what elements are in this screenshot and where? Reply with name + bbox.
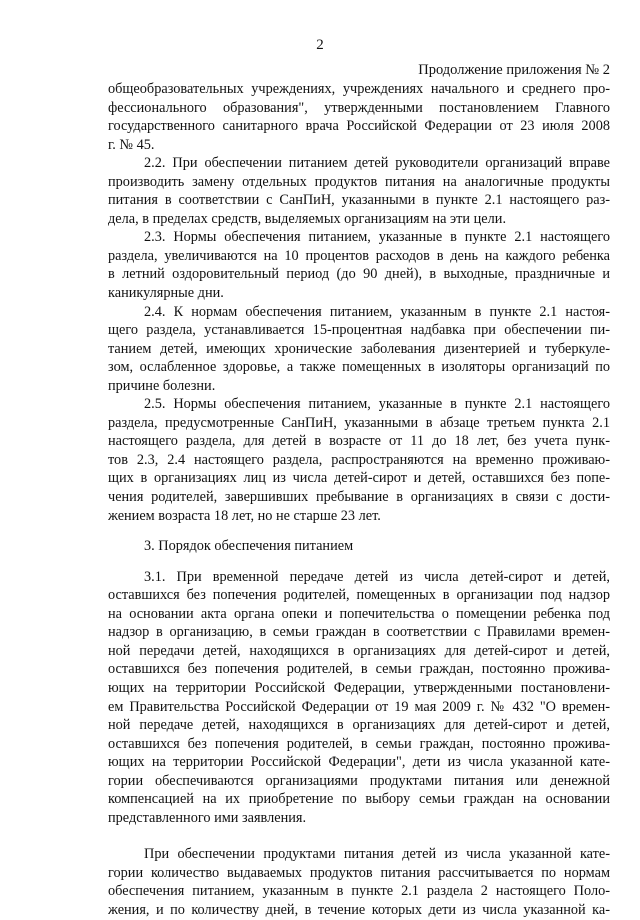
text-line: оставшихся без попечения родителей, помещенных в организации под надзор [108, 587, 610, 604]
text-line: ной передаче детей, находящихся в организациях для детей-сирот и детей, [108, 717, 610, 734]
text-line: щего раздела, устанавливается 15-процентная надбавка при обеспечении пи- [108, 322, 610, 339]
text-line: настоящего раздела, для детей в возрасте от 11 до 18 лет, без учета пунк- [108, 433, 610, 450]
text-line: ющих на территории Российской Федерации, утвержденными постановлени- [108, 679, 610, 696]
text-line: представленного ими заявления. [108, 809, 307, 826]
text-line: г. № 45. [108, 136, 155, 153]
text-line: жением возраста 18 лет, но не старше 23 лет. [108, 507, 381, 524]
text-line: причине болезни. [108, 377, 216, 394]
paragraph-2-2 [108, 154, 610, 228]
text-line: гории количество выдаваемых продуктов питания рассчитывается по нормам [108, 864, 610, 881]
paragraph-3-1-food-provision [108, 845, 610, 919]
text-line: оставшихся без попечения родителей, в семьи граждан, постоянно прожива- [108, 735, 610, 752]
paragraph-2-5 [108, 395, 610, 525]
text-line: надзор в организацию, в семьи граждан в соответствии с Правилами времен- [108, 624, 610, 641]
text-line: 3.1. При временной передаче детей из числа детей-сирот и детей, [144, 568, 610, 585]
text-line: производить замену отдельных продуктов питания на аналогичные продукты [108, 173, 610, 190]
text-line: обеспечения питанием, указанным в пункте 2.1 раздела 2 настоящего Поло- [108, 883, 610, 900]
text-line: компенсацией на их приобретение по выбору семьи граждан на основании [108, 791, 610, 808]
text-line: раздела, предусмотренные СанПиН, указанными в абзаце третьем пункта 2.1 [108, 414, 610, 431]
text-line: ющих на территории Российской Федерации", дети из числа указанной кате- [108, 754, 610, 771]
text-line: танием детей, имеющих хронические заболевания дизентерией и туберкуле- [108, 340, 610, 357]
text-line: При обеспечении продуктами питания детей из числа указанной кате- [144, 846, 610, 863]
page-number: 2 [316, 37, 324, 53]
text-line: государственного санитарного врача Российской Федерации от 23 июля 2008 [108, 118, 610, 135]
paragraph-3-1 [108, 568, 610, 828]
appendix-continuation-note: Продолжение приложения № 2 [418, 62, 610, 78]
text-line: 2.5. Нормы обеспечения питанием, указанные в пункте 2.1 настоящего [144, 396, 610, 413]
text-line: чения родителей, завершивших пребывание в организациях в связи с дости- [108, 489, 610, 506]
text-line: зом, ослабленное здоровье, а также помещенных в изоляторы организаций по [108, 359, 610, 376]
text-line: дела, в пределах средств, выделяемых организациям на эти цели. [108, 210, 507, 227]
text-line: раздела, увеличиваются на 10 процентов расходов в день на каждого ребенка [108, 247, 610, 264]
paragraph-intro-continuation [108, 80, 610, 154]
paragraph-spacer [108, 827, 610, 845]
paragraph-2-3 [108, 228, 610, 302]
paragraph-2-4 [108, 303, 610, 396]
text-line: оставшихся без попечения родителей, в семьи граждан, постоянно прожива- [108, 661, 610, 678]
text-line: жения, и по количеству дней, в течение которых дети из числа указанной ка- [108, 901, 610, 918]
text-line: на основании акта органа опеки и попечительства о помещении ребенка под [108, 605, 610, 622]
text-line: каникулярные дни. [108, 285, 224, 302]
document-body [108, 80, 610, 920]
text-line: гории обеспечиваются организациями продуктами питания или денежной [108, 772, 610, 789]
text-line: питания в соответствии с СанПиН, указанными в пункте 2.1 настоящего раз- [108, 192, 610, 209]
text-line: 2.4. К нормам обеспечения питанием, указанным в пункте 2.1 настоя- [144, 303, 610, 320]
text-line: тов 2.3, 2.4 настоящего раздела, распространяются на временно проживаю- [108, 451, 610, 468]
text-line: ем Правительства Российской Федерации от 19 мая 2009 г. № 432 "О времен- [108, 698, 610, 715]
text-line: 2.2. При обеспечении питанием детей руководители организаций вправе [144, 155, 610, 172]
text-line: щих в организациях лиц из числа детей-сирот и детей, оставшихся без попе- [108, 470, 610, 487]
text-line: фессионального образования", утвержденными постановлением Главного [108, 99, 610, 116]
text-line: общеобразовательных учреждениях, учреждениях начального и среднего про- [108, 81, 610, 97]
text-line: 2.3. Нормы обеспечения питанием, указанные в пункте 2.1 настоящего [144, 229, 610, 246]
text-line: ной передачи детей, находящихся в организациях для детей-сирот и детей, [108, 642, 610, 659]
section-heading: 3. Порядок обеспечения питанием [144, 538, 354, 555]
text-line: в летний оздоровительный период (до 90 дней), в выходные, праздничные и [108, 266, 610, 283]
